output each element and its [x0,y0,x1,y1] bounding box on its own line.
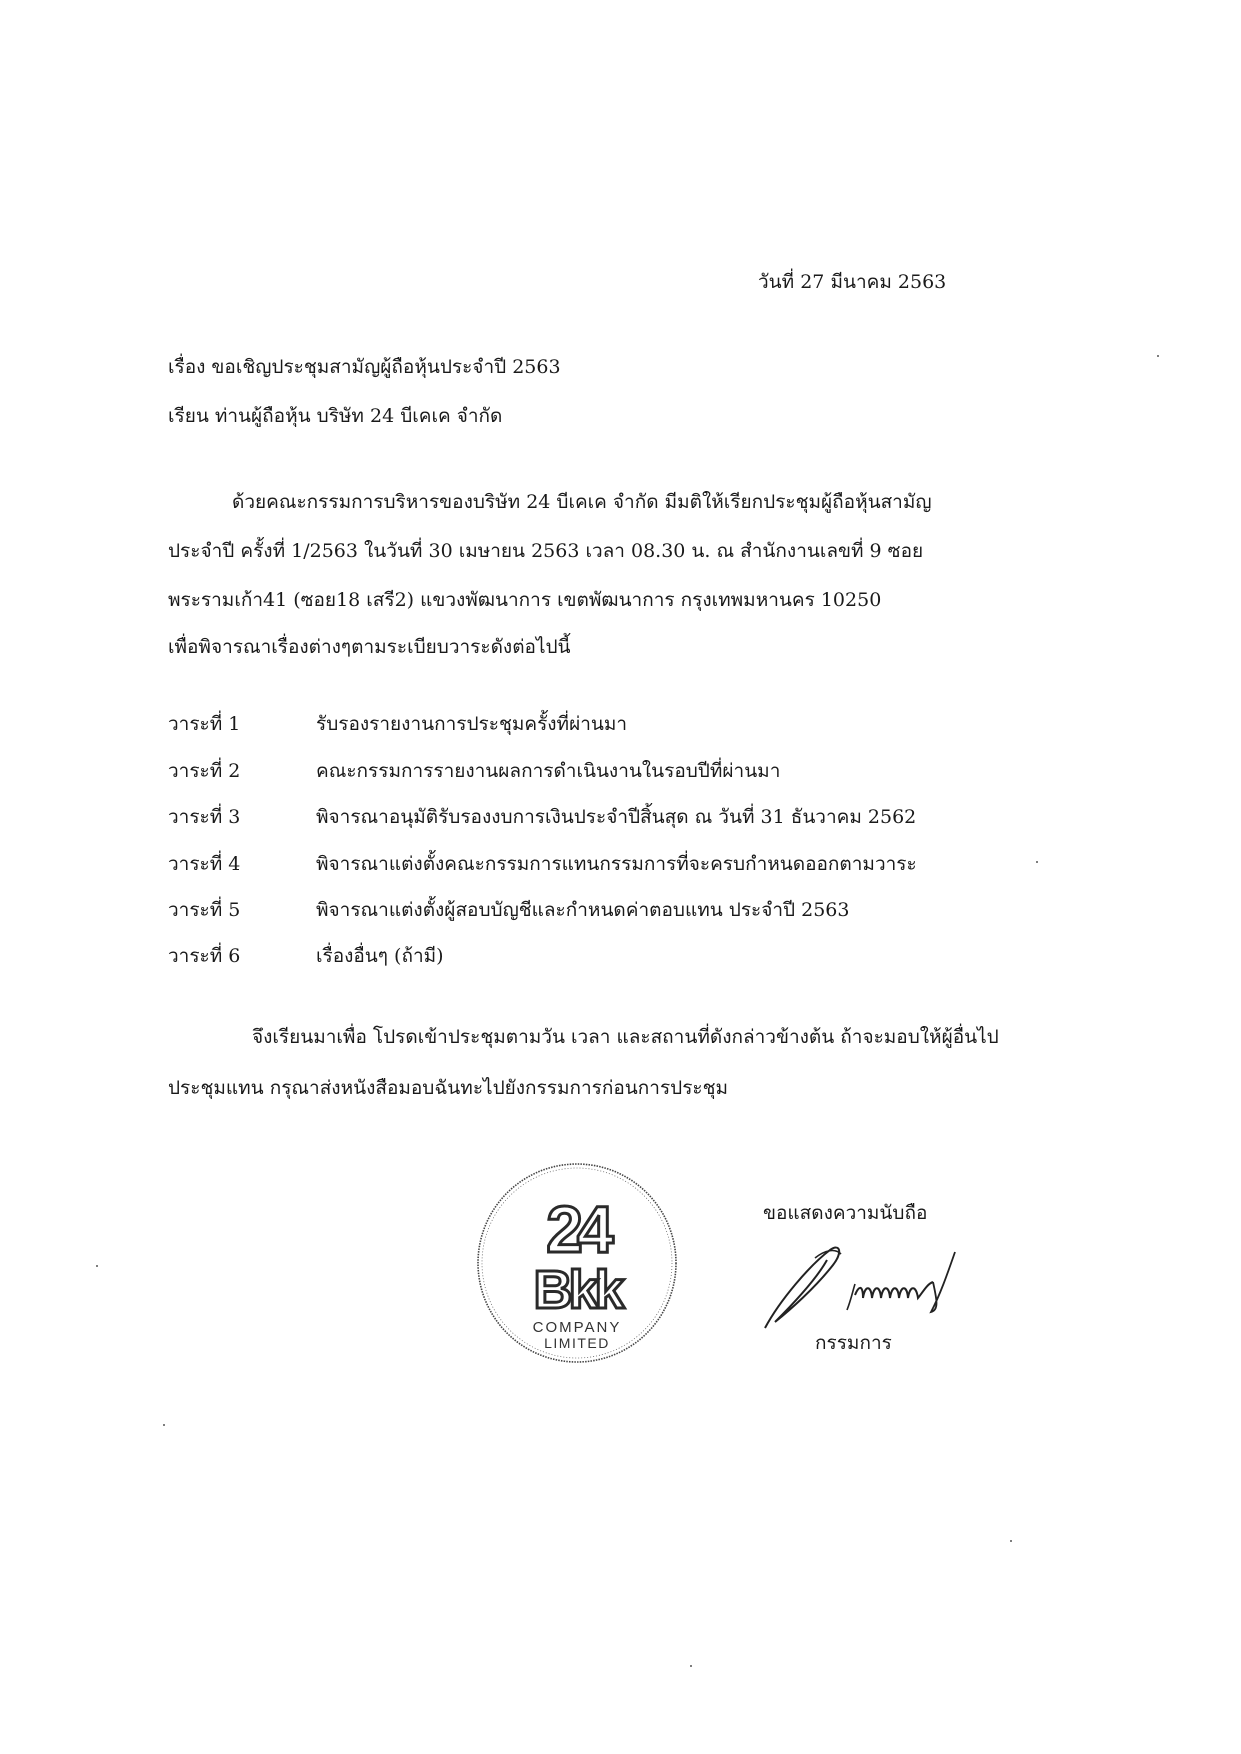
scan-speck [1157,355,1159,357]
signature-scrawl [755,1240,980,1335]
scan-speck [96,1265,98,1267]
agenda-number: วาระที่ 5 [168,899,241,921]
closing-salutation: ขอแสดงความนับถือ [763,1202,928,1224]
agenda-number: วาระที่ 2 [168,760,241,782]
intro-line: ด้วยคณะกรรมการบริหารของบริษัท 24 บีเคเค จำกัด มีมติให้เรียกประชุมผู้ถือหุ้นสามัญ [232,491,932,513]
intro-line: พระรามเก้า41 (ซอย18 เสรี2) แขวงพัฒนาการ เขตพัฒนาการ กรุงเทพมหานคร 10250 [168,589,882,611]
agenda-number: วาระที่ 6 [168,945,241,967]
intro-line: ประจำปี ครั้งที่ 1/2563 ในวันที่ 30 เมษายน 2563 เวลา 08.30 น. ณ สำนักงานเลขที่ 9 ซอย [168,540,924,562]
scan-speck [1036,861,1038,863]
agenda-text: พิจารณาแต่งตั้งคณะกรรมการแทนกรรมการที่จะครบกำหนดออกตามวาระ [316,853,917,875]
scan-speck [690,1665,692,1667]
letter-subject: เรื่อง ขอเชิญประชุมสามัญผู้ถือหุ้นประจำปี 2563 [168,356,561,378]
seal-line1: COMPANY [532,1319,622,1336]
letter-date: วันที่ 27 มีนาคม 2563 [758,271,947,293]
agenda-text: รับรองรายงานการประชุมครั้งที่ผ่านมา [316,713,628,735]
agenda-text: คณะกรรมการรายงานผลการดำเนินงานในรอบปีที่ผ่านมา [316,760,781,782]
seal-name: Bkk [533,1260,621,1320]
scan-speck [1010,1540,1012,1542]
letter-recipient: เรียน ท่านผู้ถือหุ้น บริษัท 24 บีเคเค จำกัด [168,405,503,427]
agenda-number: วาระที่ 3 [168,806,241,828]
agenda-text: เรื่องอื่นๆ (ถ้ามี) [316,945,444,967]
seal-line2: LIMITED [544,1335,610,1351]
signer-role: กรรมการ [815,1332,892,1354]
closing-para-line: จึงเรียนมาเพื่อ โปรดเข้าประชุมตามวัน เวลา และสถานที่ดังกล่าวข้างต้น ถ้าจะมอบให้ผู้อื่นไป [252,1026,999,1048]
agenda-text: พิจารณาอนุมัติรับรองงบการเงินประจำปีสิ้นสุด ณ วันที่ 31 ธันวาคม 2562 [316,806,917,828]
company-seal [474,1160,680,1366]
seal-number: 24 [546,1192,608,1266]
scan-speck [163,1424,165,1426]
intro-line: เพื่อพิจารณาเรื่องต่างๆตามระเบียบวาระดังต่อไปนี้ [168,636,571,658]
agenda-text: พิจารณาแต่งตั้งผู้สอบบัญชีและกำหนดค่าตอบแทน ประจำปี 2563 [316,899,850,921]
closing-para-line: ประชุมแทน กรุณาส่งหนังสือมอบฉันทะไปยังกรรมการก่อนการประชุม [168,1077,729,1099]
agenda-number: วาระที่ 1 [168,713,241,735]
agenda-number: วาระที่ 4 [168,853,241,875]
